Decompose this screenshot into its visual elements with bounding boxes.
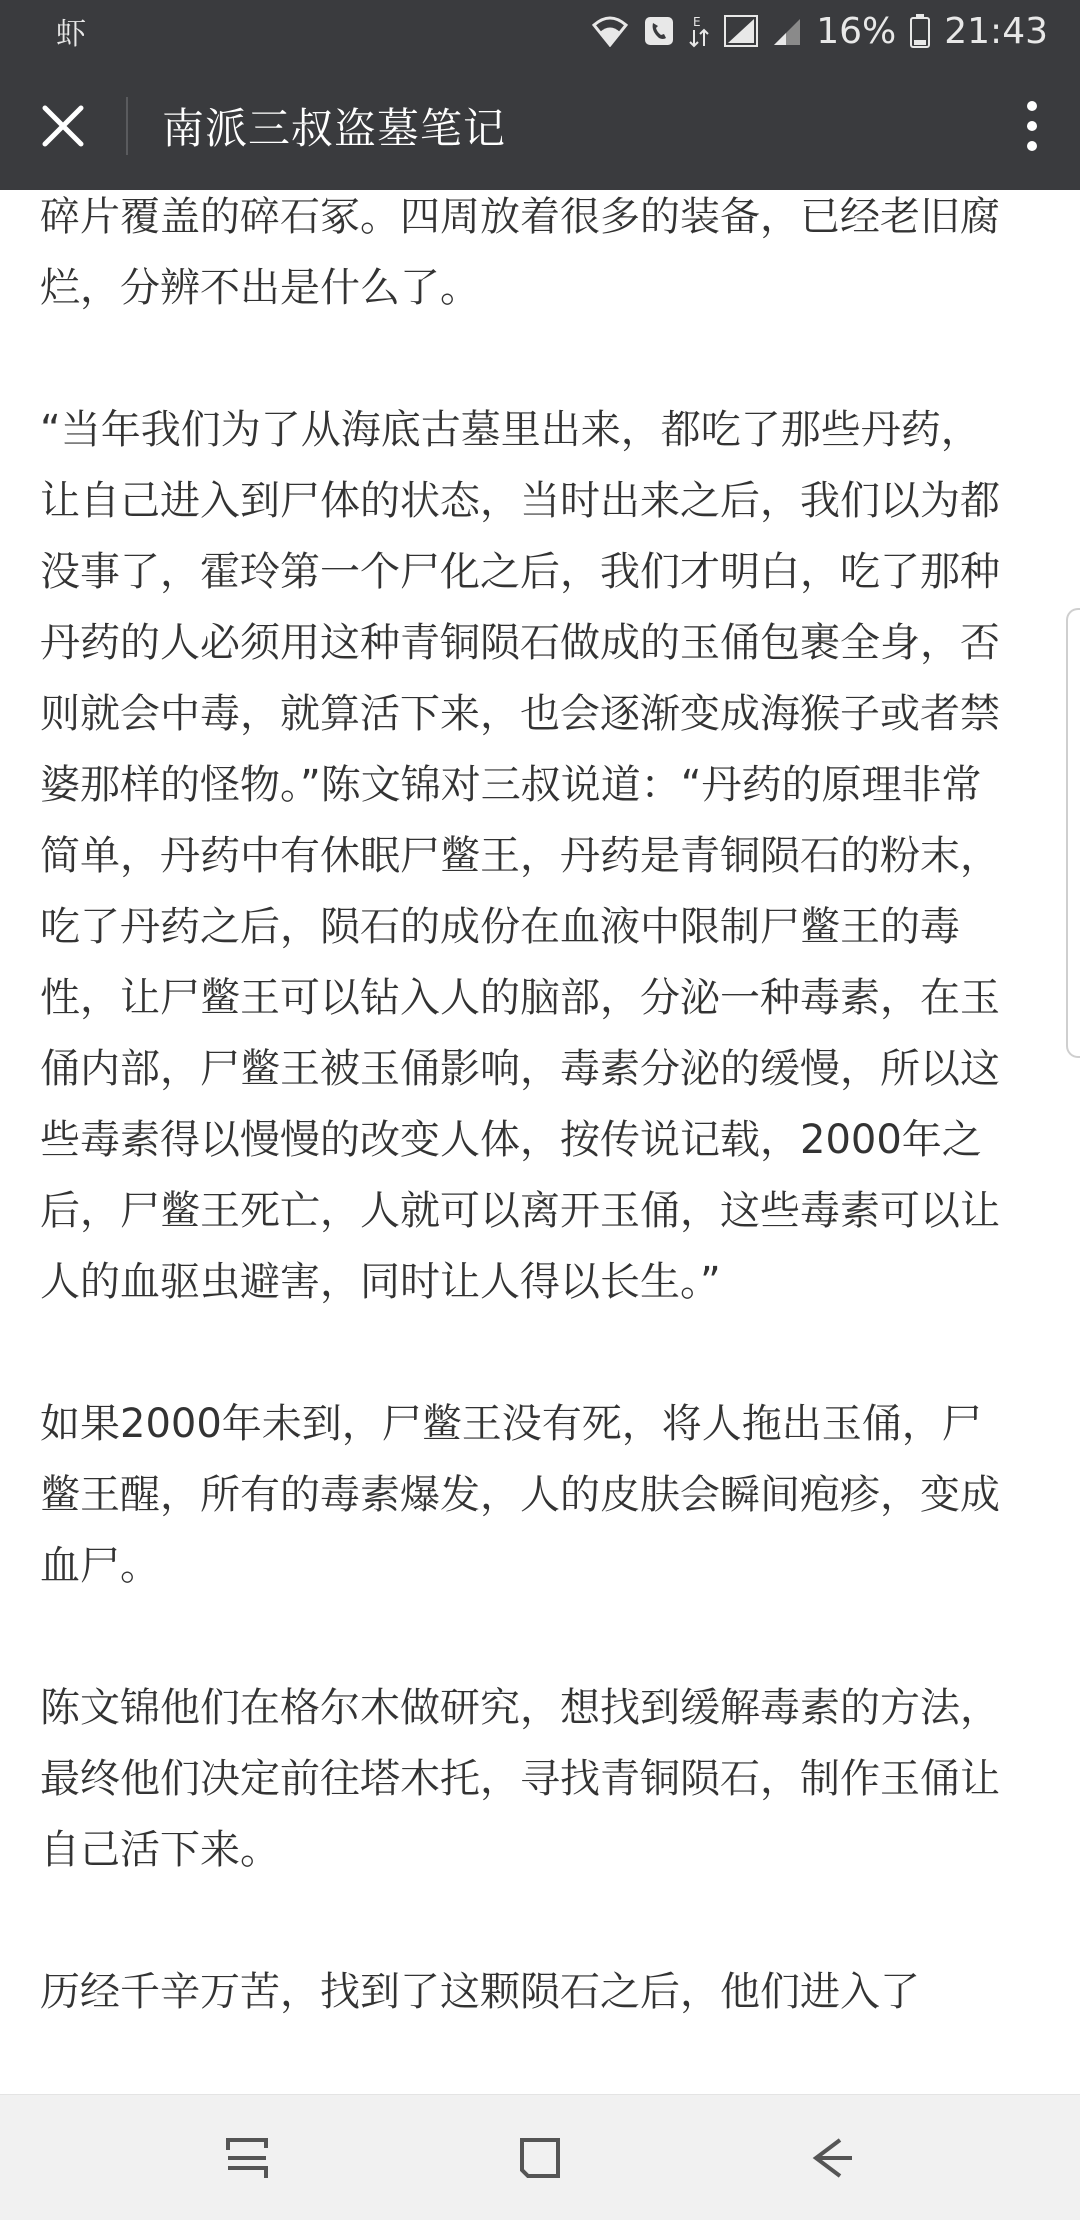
close-icon [41, 104, 85, 148]
network-type-label: E [693, 15, 701, 29]
data-arrows-icon [688, 14, 710, 48]
home-button[interactable] [480, 2103, 600, 2213]
status-bar [0, 0, 1080, 62]
article-content[interactable] [0, 190, 1080, 2094]
scroll-handle[interactable] [1066, 608, 1080, 1058]
more-options-button[interactable] [984, 62, 1080, 190]
app-bar [0, 62, 1080, 190]
wifi-icon [590, 15, 630, 47]
recent-apps-icon [224, 2136, 270, 2180]
battery-percent: 16% [816, 10, 897, 52]
recent-apps-button[interactable] [187, 2103, 307, 2213]
back-icon [810, 2136, 856, 2180]
navigation-bar [0, 2094, 1080, 2220]
paragraph: 碎片覆盖的碎石冢。四周放着很多的装备，已经老旧腐烂，分辨不出是什么了。 [40, 194, 1000, 311]
article-body [40, 190, 1020, 2094]
paragraph: “当年我们为了从海底古墓里出来，都吃了那些丹药，让自己进入到尸体的状态，当时出来之后，我们以为都没事了，霍玲第一个尸化之后，我们才明白，吃了那种丹药的人必须用这种青铜陨石做成的玉俑包裹全身，否则就会中毒，就算活下来，也会逐渐变成海猴子或者禁婆那样的怪物。”陈文锦对三叔说道：“丹药的原理非常简单，丹药中有休眠尸鳖王，丹药是青铜陨石的粉末，吃了丹药之后，陨石的成份在血液中限制尸鳖王的毒性，让尸鳖王可以钻入人的脑部，分泌一种毒素，在玉俑内部，尸鳖王被玉俑影响，毒素分泌的缓慢，所以这些毒素得以慢慢的改变人体，按传说记载，2000年之后，尸鳖王死亡，人就可以离开玉俑，这些毒素可以让人的血驱虫避害，同时让人得以长生。” [40, 407, 1000, 1305]
carrier-icon: 虾 [56, 17, 86, 52]
page-title: 南派三叔盗墓笔记 [162, 104, 507, 153]
clock: 21:43 [944, 10, 1048, 52]
more-vertical-icon [1025, 100, 1039, 152]
signal-secondary-icon [772, 15, 802, 47]
paragraph: 如果2000年未到，尸鳖王没有死，将人拖出玉俑，尸鳖王醒，所有的毒素爆发，人的皮肤会瞬间疱疹，变成血尸。 [40, 1401, 1000, 1589]
signal-icon [724, 15, 758, 47]
wifi-call-icon [644, 16, 674, 46]
app-bar-divider [126, 97, 128, 155]
paragraph: 陈文锦他们在格尔木做研究，想找到缓解毒素的方法，最终他们决定前往塔木托，寻找青铜陨石，制作玉俑让自己活下来。 [40, 1685, 1000, 1873]
battery-icon [910, 14, 930, 48]
close-button[interactable] [0, 62, 126, 190]
back-button[interactable] [773, 2103, 893, 2213]
paragraph: 历经千辛万苦，找到了这颗陨石之后，他们进入了 [40, 1969, 920, 2015]
home-icon [518, 2136, 562, 2180]
